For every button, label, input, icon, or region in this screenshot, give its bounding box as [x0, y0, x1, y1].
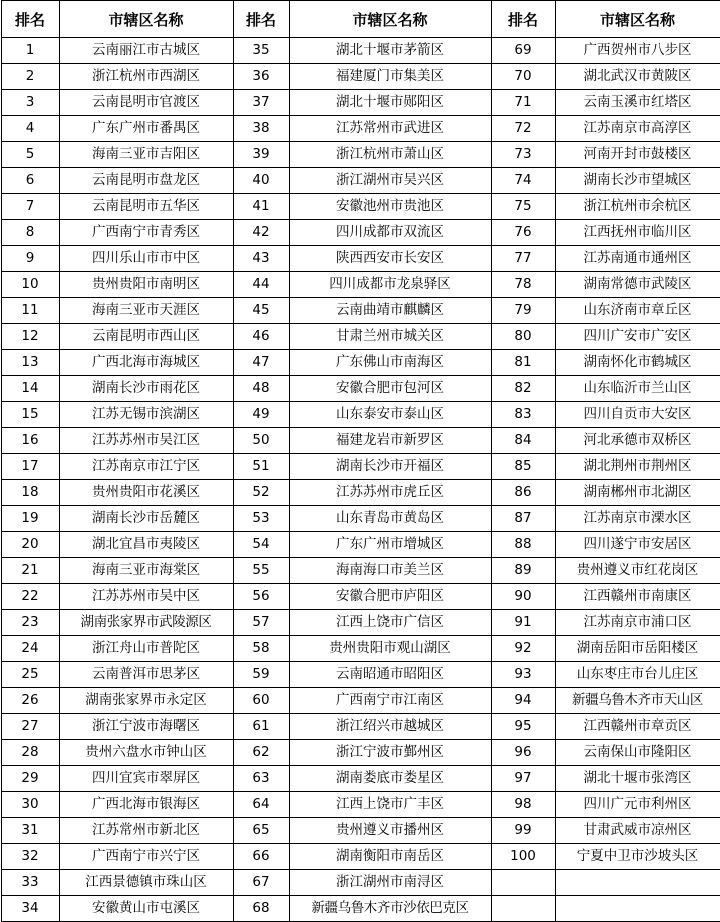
rank-cell: 87 — [491, 506, 555, 532]
rank-cell: 89 — [491, 558, 555, 584]
rank-cell: 7 — [1, 194, 59, 220]
table-row — [1, 38, 720, 64]
district-name-cell: 广东广州市番禺区 — [59, 116, 233, 142]
rank-cell: 14 — [1, 376, 59, 402]
district-name-cell: 湖南长沙市雨花区 — [59, 376, 233, 402]
table-row — [1, 454, 720, 480]
table-row — [1, 90, 720, 116]
district-name-cell: 江西上饶市广信区 — [289, 610, 491, 636]
district-name-cell: 湖北十堰市郧阳区 — [289, 90, 491, 116]
rank-cell: 38 — [233, 116, 289, 142]
table-row — [1, 376, 720, 402]
table-row — [1, 584, 720, 610]
rank-cell: 35 — [233, 38, 289, 64]
rank-cell: 48 — [233, 376, 289, 402]
district-name-cell: 贵州遵义市红花岗区 — [555, 558, 720, 584]
district-name-cell: 湖南衡阳市南岳区 — [289, 844, 491, 870]
rank-cell: 81 — [491, 350, 555, 376]
district-name-cell: 云南丽江市古城区 — [59, 38, 233, 64]
district-name-cell: 广西贺州市八步区 — [555, 38, 720, 64]
district-name-cell: 广西北海市银海区 — [59, 792, 233, 818]
rank-cell: 65 — [233, 818, 289, 844]
rank-cell: 99 — [491, 818, 555, 844]
rank-cell: 77 — [491, 246, 555, 272]
table-row — [1, 532, 720, 558]
district-name-cell: 山东泰安市泰山区 — [289, 402, 491, 428]
district-name-cell: 浙江宁波市鄞州区 — [289, 740, 491, 766]
district-name-cell: 江苏苏州市吴中区 — [59, 584, 233, 610]
district-name-cell: 四川乐山市市中区 — [59, 246, 233, 272]
district-name-cell — [555, 870, 720, 896]
rank-cell: 71 — [491, 90, 555, 116]
rank-cell — [491, 896, 555, 922]
rank-cell — [491, 870, 555, 896]
rank-cell: 62 — [233, 740, 289, 766]
district-name-cell: 浙江湖州市吴兴区 — [289, 168, 491, 194]
district-name-cell: 安徽合肥市包河区 — [289, 376, 491, 402]
district-name-cell: 浙江杭州市西湖区 — [59, 64, 233, 90]
table-row — [1, 844, 720, 870]
district-name-cell: 浙江舟山市普陀区 — [59, 636, 233, 662]
header-district-name: 市辖区名称 — [555, 1, 720, 38]
table-row — [1, 324, 720, 350]
rank-cell: 76 — [491, 220, 555, 246]
rank-cell: 21 — [1, 558, 59, 584]
header-row — [1, 1, 720, 38]
district-name-cell: 贵州贵阳市观山湖区 — [289, 636, 491, 662]
rank-cell: 95 — [491, 714, 555, 740]
rank-cell: 11 — [1, 298, 59, 324]
district-name-cell: 贵州贵阳市南明区 — [59, 272, 233, 298]
table-row — [1, 766, 720, 792]
rank-cell: 5 — [1, 142, 59, 168]
rank-cell: 17 — [1, 454, 59, 480]
rank-cell: 41 — [233, 194, 289, 220]
rank-cell: 54 — [233, 532, 289, 558]
rank-cell: 20 — [1, 532, 59, 558]
rank-cell: 1 — [1, 38, 59, 64]
rank-cell: 24 — [1, 636, 59, 662]
table-row — [1, 740, 720, 766]
district-name-cell: 江西上饶市广丰区 — [289, 792, 491, 818]
header-district-name: 市辖区名称 — [289, 1, 491, 38]
district-name-cell: 山东青岛市黄岛区 — [289, 506, 491, 532]
header-district-name: 市辖区名称 — [59, 1, 233, 38]
district-name-cell: 江苏无锡市滨湖区 — [59, 402, 233, 428]
rank-cell: 22 — [1, 584, 59, 610]
district-name-cell: 贵州遵义市播州区 — [289, 818, 491, 844]
rank-cell: 83 — [491, 402, 555, 428]
district-name-cell: 甘肃武威市凉州区 — [555, 818, 720, 844]
table-row — [1, 246, 720, 272]
district-name-cell: 湖北十堰市茅箭区 — [289, 38, 491, 64]
table-row — [1, 142, 720, 168]
district-name-cell: 江西赣州市南康区 — [555, 584, 720, 610]
rank-cell: 49 — [233, 402, 289, 428]
rank-cell: 47 — [233, 350, 289, 376]
rank-cell: 44 — [233, 272, 289, 298]
rank-cell: 70 — [491, 64, 555, 90]
district-name-cell: 甘肃兰州市城关区 — [289, 324, 491, 350]
rank-cell: 12 — [1, 324, 59, 350]
rank-cell: 79 — [491, 298, 555, 324]
table-row — [1, 818, 720, 844]
district-name-cell: 宁夏中卫市沙坡头区 — [555, 844, 720, 870]
rank-cell: 4 — [1, 116, 59, 142]
table-row — [1, 870, 720, 896]
district-name-cell: 江苏常州市武进区 — [289, 116, 491, 142]
table-row — [1, 220, 720, 246]
district-name-cell: 云南昆明市盘龙区 — [59, 168, 233, 194]
table-row — [1, 792, 720, 818]
rank-cell: 92 — [491, 636, 555, 662]
district-name-cell: 江苏苏州市吴江区 — [59, 428, 233, 454]
rank-cell: 85 — [491, 454, 555, 480]
district-name-cell: 山东济南市章丘区 — [555, 298, 720, 324]
district-name-cell: 湖南长沙市岳麓区 — [59, 506, 233, 532]
district-name-cell: 江苏苏州市虎丘区 — [289, 480, 491, 506]
rank-cell: 68 — [233, 896, 289, 922]
table-row — [1, 558, 720, 584]
district-name-cell: 云南昆明市西山区 — [59, 324, 233, 350]
district-name-cell: 云南普洱市思茅区 — [59, 662, 233, 688]
district-name-cell: 广西南宁市江南区 — [289, 688, 491, 714]
rank-cell: 72 — [491, 116, 555, 142]
rank-cell: 55 — [233, 558, 289, 584]
rank-cell: 28 — [1, 740, 59, 766]
rank-cell: 96 — [491, 740, 555, 766]
district-name-cell: 新疆乌鲁木齐市天山区 — [555, 688, 720, 714]
rank-cell: 34 — [1, 896, 59, 922]
district-name-cell: 江苏南京市江宁区 — [59, 454, 233, 480]
district-name-cell: 湖北武汉市黄陂区 — [555, 64, 720, 90]
table-row — [1, 610, 720, 636]
rank-cell: 58 — [233, 636, 289, 662]
district-name-cell: 湖南郴州市北湖区 — [555, 480, 720, 506]
table-row — [1, 298, 720, 324]
table-row — [1, 168, 720, 194]
rank-cell: 45 — [233, 298, 289, 324]
district-name-cell: 江苏常州市新北区 — [59, 818, 233, 844]
rank-cell: 10 — [1, 272, 59, 298]
rank-cell: 80 — [491, 324, 555, 350]
district-name-cell: 浙江绍兴市越城区 — [289, 714, 491, 740]
rank-cell: 69 — [491, 38, 555, 64]
district-name-cell: 四川遂宁市安居区 — [555, 532, 720, 558]
table-row — [1, 428, 720, 454]
district-name-cell: 海南三亚市吉阳区 — [59, 142, 233, 168]
district-name-cell: 云南昭通市昭阳区 — [289, 662, 491, 688]
rank-cell: 32 — [1, 844, 59, 870]
district-name-cell: 广东佛山市南海区 — [289, 350, 491, 376]
district-name-cell: 湖南长沙市望城区 — [555, 168, 720, 194]
district-name-cell: 浙江宁波市海曙区 — [59, 714, 233, 740]
district-name-cell: 河南开封市鼓楼区 — [555, 142, 720, 168]
rank-cell: 90 — [491, 584, 555, 610]
district-name-cell: 云南玉溪市红塔区 — [555, 90, 720, 116]
district-name-cell: 湖南岳阳市岳阳楼区 — [555, 636, 720, 662]
rank-cell: 84 — [491, 428, 555, 454]
rank-cell: 66 — [233, 844, 289, 870]
district-name-cell: 湖北宜昌市夷陵区 — [59, 532, 233, 558]
district-name-cell: 浙江杭州市萧山区 — [289, 142, 491, 168]
district-name-cell: 湖南怀化市鹤城区 — [555, 350, 720, 376]
rank-cell: 57 — [233, 610, 289, 636]
district-name-cell: 云南曲靖市麒麟区 — [289, 298, 491, 324]
district-name-cell: 贵州六盘水市钟山区 — [59, 740, 233, 766]
rank-cell: 29 — [1, 766, 59, 792]
table-row — [1, 636, 720, 662]
district-name-cell: 福建厦门市集美区 — [289, 64, 491, 90]
rank-cell: 100 — [491, 844, 555, 870]
rank-cell: 88 — [491, 532, 555, 558]
rank-cell: 51 — [233, 454, 289, 480]
district-name-cell: 河北承德市双桥区 — [555, 428, 720, 454]
district-name-cell: 新疆乌鲁木齐市沙依巴克区 — [289, 896, 491, 922]
district-name-cell: 安徽合肥市庐阳区 — [289, 584, 491, 610]
rank-cell: 37 — [233, 90, 289, 116]
district-name-cell — [555, 896, 720, 922]
district-name-cell: 四川成都市双流区 — [289, 220, 491, 246]
rank-cell: 43 — [233, 246, 289, 272]
district-name-cell: 四川宜宾市翠屏区 — [59, 766, 233, 792]
table-row — [1, 272, 720, 298]
rank-cell: 59 — [233, 662, 289, 688]
rank-cell: 63 — [233, 766, 289, 792]
district-name-cell: 海南三亚市海棠区 — [59, 558, 233, 584]
rank-cell: 16 — [1, 428, 59, 454]
district-name-cell: 广东广州市增城区 — [289, 532, 491, 558]
district-name-cell: 四川自贡市大安区 — [555, 402, 720, 428]
header-rank: 排名 — [1, 1, 59, 38]
rank-cell: 67 — [233, 870, 289, 896]
district-name-cell: 湖南张家界市永定区 — [59, 688, 233, 714]
rank-cell: 73 — [491, 142, 555, 168]
table-row — [1, 714, 720, 740]
rank-cell: 61 — [233, 714, 289, 740]
district-name-cell: 海南三亚市天涯区 — [59, 298, 233, 324]
district-name-cell: 湖北荆州市荆州区 — [555, 454, 720, 480]
district-name-cell: 福建龙岩市新罗区 — [289, 428, 491, 454]
table-row — [1, 64, 720, 90]
rank-cell: 33 — [1, 870, 59, 896]
district-name-cell: 安徽黄山市屯溪区 — [59, 896, 233, 922]
district-name-cell: 云南昆明市官渡区 — [59, 90, 233, 116]
district-name-cell: 浙江湖州市南浔区 — [289, 870, 491, 896]
rank-cell: 6 — [1, 168, 59, 194]
district-name-cell: 湖南张家界市武陵源区 — [59, 610, 233, 636]
district-name-cell: 湖南长沙市开福区 — [289, 454, 491, 480]
rank-cell: 31 — [1, 818, 59, 844]
rank-cell: 56 — [233, 584, 289, 610]
district-name-cell: 贵州贵阳市花溪区 — [59, 480, 233, 506]
rank-cell: 8 — [1, 220, 59, 246]
district-name-cell: 四川广元市利州区 — [555, 792, 720, 818]
header-rank: 排名 — [233, 1, 289, 38]
district-name-cell: 安徽池州市贵池区 — [289, 194, 491, 220]
rank-cell: 94 — [491, 688, 555, 714]
district-name-cell: 广西南宁市青秀区 — [59, 220, 233, 246]
rank-cell: 13 — [1, 350, 59, 376]
rank-cell: 74 — [491, 168, 555, 194]
table-row — [1, 116, 720, 142]
table-row — [1, 506, 720, 532]
rank-cell: 23 — [1, 610, 59, 636]
district-name-cell: 云南昆明市五华区 — [59, 194, 233, 220]
district-name-cell: 云南保山市隆阳区 — [555, 740, 720, 766]
district-name-cell: 湖南常德市武陵区 — [555, 272, 720, 298]
rank-cell: 9 — [1, 246, 59, 272]
rank-cell: 97 — [491, 766, 555, 792]
table-row — [1, 896, 720, 922]
table-row — [1, 350, 720, 376]
rank-cell: 36 — [233, 64, 289, 90]
rank-cell: 91 — [491, 610, 555, 636]
rank-cell: 46 — [233, 324, 289, 350]
district-name-cell: 湖南娄底市娄星区 — [289, 766, 491, 792]
district-name-cell: 江苏南京市溧水区 — [555, 506, 720, 532]
rank-cell: 25 — [1, 662, 59, 688]
rank-cell: 75 — [491, 194, 555, 220]
table-row — [1, 688, 720, 714]
rank-cell: 64 — [233, 792, 289, 818]
rank-cell: 42 — [233, 220, 289, 246]
rank-cell: 39 — [233, 142, 289, 168]
rank-cell: 50 — [233, 428, 289, 454]
rank-cell: 40 — [233, 168, 289, 194]
district-name-cell: 江苏南京市高淳区 — [555, 116, 720, 142]
rank-cell: 30 — [1, 792, 59, 818]
district-name-cell: 湖北十堰市张湾区 — [555, 766, 720, 792]
district-name-cell: 海南海口市美兰区 — [289, 558, 491, 584]
district-name-cell: 江西赣州市章贡区 — [555, 714, 720, 740]
rank-cell: 18 — [1, 480, 59, 506]
district-name-cell: 四川成都市龙泉驿区 — [289, 272, 491, 298]
rank-cell: 27 — [1, 714, 59, 740]
district-name-cell: 山东临沂市兰山区 — [555, 376, 720, 402]
table-row — [1, 402, 720, 428]
rank-cell: 53 — [233, 506, 289, 532]
district-name-cell: 江苏南京市浦口区 — [555, 610, 720, 636]
rank-cell: 26 — [1, 688, 59, 714]
ranking-table — [1, 0, 720, 922]
district-name-cell: 江西抚州市临川区 — [555, 220, 720, 246]
rank-cell: 82 — [491, 376, 555, 402]
district-name-cell: 浙江杭州市余杭区 — [555, 194, 720, 220]
table-row — [1, 480, 720, 506]
rank-cell: 52 — [233, 480, 289, 506]
rank-cell: 15 — [1, 402, 59, 428]
table-row — [1, 194, 720, 220]
rank-cell: 2 — [1, 64, 59, 90]
district-name-cell: 陕西西安市长安区 — [289, 246, 491, 272]
district-name-cell: 四川广安市广安区 — [555, 324, 720, 350]
header-rank: 排名 — [491, 1, 555, 38]
district-name-cell: 山东枣庄市台儿庄区 — [555, 662, 720, 688]
rank-cell: 78 — [491, 272, 555, 298]
district-name-cell: 江西景德镇市珠山区 — [59, 870, 233, 896]
rank-cell: 93 — [491, 662, 555, 688]
district-name-cell: 广西北海市海城区 — [59, 350, 233, 376]
rank-cell: 98 — [491, 792, 555, 818]
rank-cell: 19 — [1, 506, 59, 532]
rank-cell: 3 — [1, 90, 59, 116]
rank-cell: 60 — [233, 688, 289, 714]
district-name-cell: 江苏南通市通州区 — [555, 246, 720, 272]
district-name-cell: 广西南宁市兴宁区 — [59, 844, 233, 870]
rank-cell: 86 — [491, 480, 555, 506]
table-row — [1, 662, 720, 688]
